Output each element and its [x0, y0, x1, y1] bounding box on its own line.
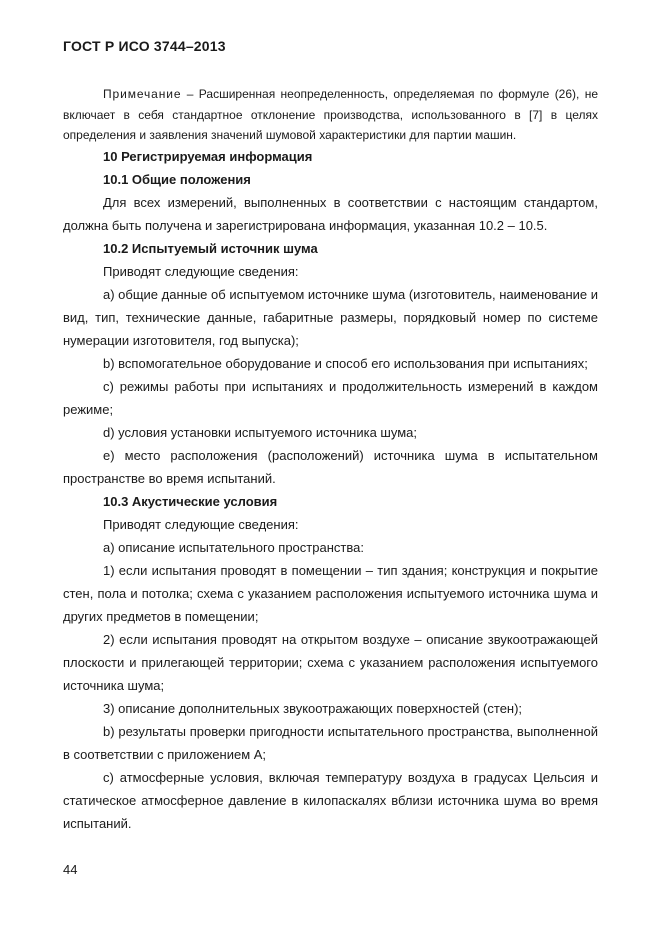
- list-item: с) атмосферные условия, включая температуру воздуха в градусах Цельсия и статическое атмосферное давление в килопаскалях вблизи источника шума во время испытаний.: [63, 770, 598, 831]
- list-item: d) условия установки испытуемого источника шума;: [103, 425, 417, 440]
- list-item: а) общие данные об испытуемом источнике шума (изготовитель, наименование и вид, тип, технические данные, габаритные размеры, порядковый номер по системе нумерации изготовителя, год выпуска);: [63, 287, 598, 348]
- paragraph: Приводят следующие сведения:: [103, 264, 299, 279]
- list-subitem: 2) если испытания проводят на открытом воздухе – описание звукоотражающей плоскости и прилегающей территории; схема с указанием расположения испытуемого источника шума;: [63, 632, 598, 693]
- note-text: – Расширенная неопределенность, определяемая по формуле (26), не включает в себя стандартное отклонение производства, использованного в [7] в целях определения и заявления значений шумовой характеристики для партии машин.: [63, 87, 598, 142]
- subsection-heading: 10.3 Акустические условия: [103, 494, 278, 509]
- body-text: [63, 145, 598, 835]
- list-item: b) результаты проверки пригодности испытательного пространства, выполненной в соответствии с приложением А;: [63, 724, 598, 762]
- list-item: b) вспомогательное оборудование и способ его использования при испытаниях;: [103, 356, 588, 371]
- list-subitem: 3) описание дополнительных звукоотражающих поверхностей (стен);: [103, 701, 523, 716]
- standard-header: ГОСТ Р ИСО 3744–2013: [63, 38, 226, 54]
- list-item: а) описание испытательного пространства:: [103, 540, 364, 555]
- paragraph: Для всех измерений, выполненных в соответствии с настоящим стандартом, должна быть получена и зарегистрирована информация, указанная 10.2 – 10.5.: [63, 195, 598, 233]
- list-item: е) место расположения (расположений) источника шума в испытательном пространстве во время испытаний.: [63, 448, 598, 486]
- paragraph: Приводят следующие сведения:: [103, 517, 299, 532]
- list-item: с) режимы работы при испытаниях и продолжительность измерений в каждом режиме;: [63, 379, 598, 417]
- section-heading: 10 Регистрируемая информация: [103, 149, 313, 164]
- subsection-heading: 10.1 Общие положения: [103, 172, 251, 187]
- page-number: 44: [63, 862, 78, 877]
- note-label: Примечание: [103, 87, 182, 101]
- list-subitem: 1) если испытания проводят в помещении – тип здания; конструкция и покрытие стен, пола и потолка; схема с указанием расположения испытуемого источника шума и других предметов в помещении;: [63, 563, 598, 624]
- subsection-heading: 10.2 Испытуемый источник шума: [103, 241, 318, 256]
- note-block: [63, 84, 598, 146]
